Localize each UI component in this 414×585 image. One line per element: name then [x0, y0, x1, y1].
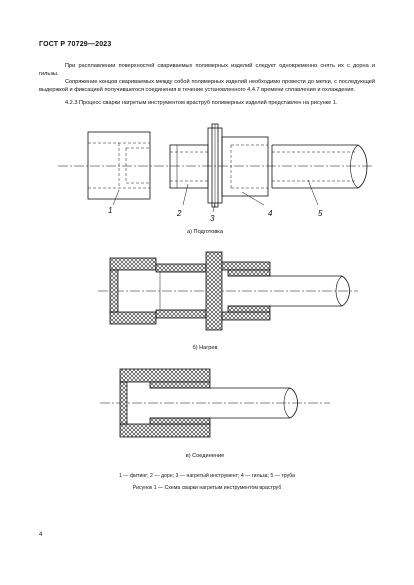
document-code-header: ГОСТ Р 70729—2023: [39, 41, 112, 48]
label-3: 3: [210, 214, 215, 223]
label-4: 4: [268, 209, 273, 218]
diagram-preparation: [58, 124, 372, 212]
joint-wall-top: [120, 369, 210, 382]
diagram-joining: [100, 369, 330, 437]
joint-wall-bottom: [120, 424, 210, 437]
paragraph-process-intro-text: 4.2.3 Процесс сварки нагретым инструментом враструб полимерных изделий представлен на рисунке 1.: [65, 100, 338, 106]
caption-preparation: а) Подготовка: [187, 229, 223, 235]
label-5: 5: [318, 209, 323, 218]
caption-heating: б) Нагрев: [192, 345, 218, 351]
fitting-wall-bottom: [110, 312, 156, 324]
heated-tool-block: [206, 252, 222, 330]
paragraph-joining-text: Сопряжение концов свариваемых между собой полимерных изделий необходимо провести до метки, с последующей выдержкой и фиксацией получившегося соединения в течение установленного 4.4.7 времени сплавления и охлаждения.: [39, 79, 375, 93]
paragraph-melting-text: При расплавлении поверхностей свариваемых полимерных изделий следует одновременно снять их с дорна и гильзы.: [39, 63, 375, 77]
mandrel-outline: [170, 145, 208, 188]
sleeve-outline: [222, 137, 268, 196]
label-1: 1: [108, 206, 113, 215]
pipe-outline-a: [272, 145, 358, 188]
label-2: 2: [177, 209, 182, 218]
fitting-wall-top: [110, 258, 156, 270]
figure-legend: 1 — фитинг; 2 — дорн; 3 — нагретый инструмент; 4 — гильза; 5 — труба: [118, 473, 295, 479]
diagram-heating: [98, 252, 358, 330]
figure-title: Рисунок 1 — Схема сварки нагретым инструментом враструб: [132, 485, 282, 491]
caption-joining: в) Соединение: [185, 453, 225, 459]
page-number: 4: [39, 532, 43, 538]
